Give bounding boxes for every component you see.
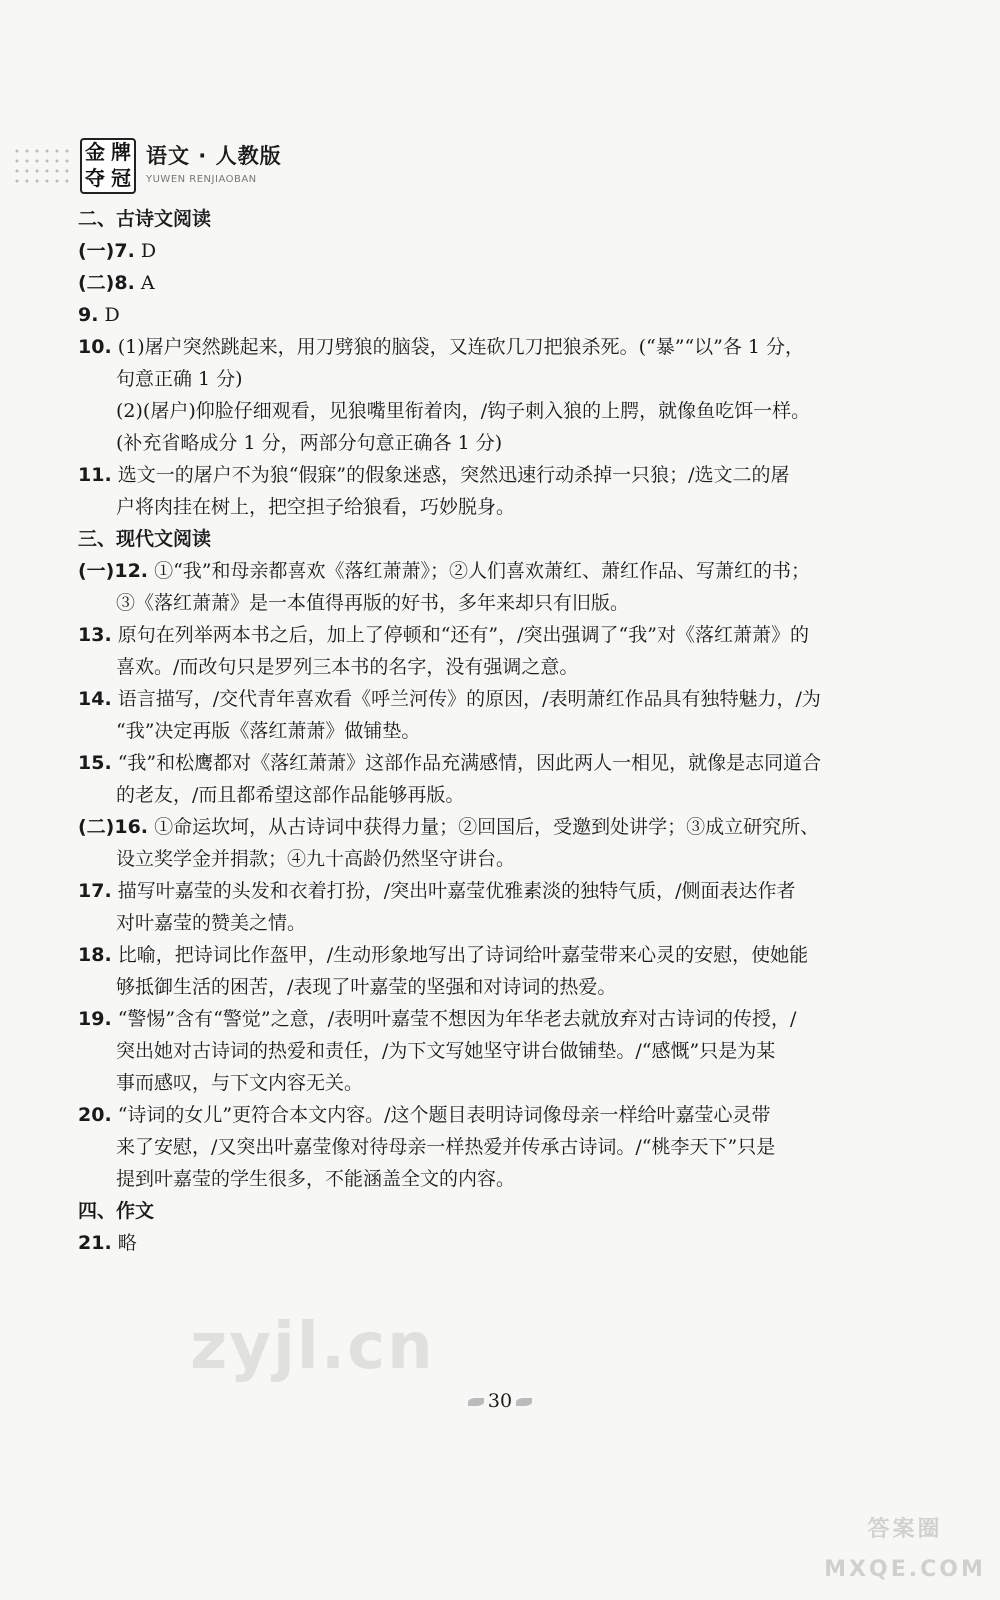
answer-text: 描写叶嘉莹的头发和衣着打扮，/突出叶嘉莹优雅素淡的独特气质，/侧面表达作者 bbox=[111, 880, 796, 902]
answer-text: 比喻，把诗词比作盔甲，/生动形象地写出了诗词给叶嘉莹带来心灵的安慰，使她能 bbox=[111, 944, 809, 966]
answer-text: “我”和松鹰都对《落红萧萧》这部作品充满感情，因此两人一相见，就像是志同道合 bbox=[111, 752, 822, 774]
answer-line bbox=[78, 748, 920, 780]
corner-watermark: 答案圈 MXQE.COM bbox=[824, 1517, 986, 1582]
answer-text: D bbox=[134, 240, 157, 262]
answer-line bbox=[78, 1100, 920, 1132]
answer-text: 略 bbox=[111, 1232, 137, 1254]
answer-continuation: (2)(屠户)仰脸仔细观看，见狼嘴里衔着肉，/钩子刺入狼的上腭，就像鱼吃饵一样。 bbox=[116, 400, 811, 422]
answer-continuation: 提到叶嘉莹的学生很多，不能涵盖全文的内容。 bbox=[116, 1168, 516, 1190]
question-number: 19. bbox=[78, 1008, 112, 1030]
answer-continuation: 的老友，/而且都希望这部作品能够再版。 bbox=[116, 784, 465, 806]
question-number: (一)12. bbox=[78, 560, 149, 582]
answer-continuation: (补充省略成分 1 分，两部分句意正确各 1 分) bbox=[116, 432, 503, 454]
answer-line bbox=[78, 940, 920, 972]
section-heading: 三、现代文阅读 bbox=[78, 528, 212, 550]
answer-line bbox=[78, 812, 920, 844]
question-number: 11. bbox=[78, 464, 112, 486]
answer-line bbox=[78, 300, 920, 332]
question-number: (二)16. bbox=[78, 816, 149, 838]
question-number: 14. bbox=[78, 688, 112, 710]
book-title: 语文 · 人教版 bbox=[146, 144, 282, 168]
question-number: (一)7. bbox=[78, 240, 135, 262]
answer-text: ①“我”和母亲都喜欢《落红萧萧》；②人们喜欢萧红、萧红作品、写萧红的书； bbox=[148, 560, 810, 582]
answer-line bbox=[78, 684, 920, 716]
question-number: 20. bbox=[78, 1104, 112, 1126]
logo-char: 牌 bbox=[111, 140, 131, 164]
question-number: 18. bbox=[78, 944, 112, 966]
answer-line bbox=[78, 1228, 920, 1260]
logo-char: 金 bbox=[85, 140, 105, 164]
question-number: 13. bbox=[78, 624, 112, 646]
answer-line bbox=[78, 876, 920, 908]
answer-continuation: 事而感叹，与下文内容无关。 bbox=[116, 1072, 364, 1094]
answer-line bbox=[78, 332, 920, 364]
answer-continuation: 句意正确 1 分) bbox=[116, 368, 243, 390]
answer-text: D bbox=[98, 304, 120, 326]
answer-continuation: 喜欢。/而改句只是罗列三本书的名字，没有强调之意。 bbox=[116, 656, 579, 678]
brand-logo bbox=[80, 138, 136, 194]
answer-line bbox=[78, 1004, 920, 1036]
question-number: 21. bbox=[78, 1232, 112, 1254]
answer-text: 原句在列举两本书之后，加上了停顿和“还有”，/突出强调了“我”对《落红萧萧》的 bbox=[111, 624, 809, 646]
decorative-dots bbox=[12, 146, 74, 186]
logo-char: 冠 bbox=[111, 166, 131, 190]
site-watermark: zyjl.cn bbox=[190, 1310, 435, 1384]
answer-text: 语言描写，/交代青年喜欢看《呼兰河传》的原因，/表明萧红作品具有独特魅力，/为 bbox=[111, 688, 821, 710]
page-footer bbox=[440, 1390, 560, 1412]
answer-line bbox=[78, 556, 920, 588]
answer-continuation: 对叶嘉莹的赞美之情。 bbox=[116, 912, 307, 934]
answer-text: A bbox=[134, 272, 155, 294]
section-heading: 二、古诗文阅读 bbox=[78, 208, 212, 230]
answer-text: (1)屠户突然跳起来，用刀劈狼的脑袋，又连砍几刀把狼杀死。(“暴”“以”各 1 分， bbox=[111, 336, 805, 358]
book-pinyin: YUWEN RENJIAOBAN bbox=[146, 174, 257, 185]
answer-continuation: 够抵御生活的困苦，/表现了叶嘉莹的坚强和对诗词的热爱。 bbox=[116, 976, 617, 998]
answer-line bbox=[78, 268, 920, 300]
question-number: (二)8. bbox=[78, 272, 135, 294]
answer-continuation: 户将肉挂在树上，把空担子给狼看，巧妙脱身。 bbox=[116, 496, 516, 518]
answer-continuation: “我”决定再版《落红萧萧》做铺垫。 bbox=[116, 720, 421, 742]
answer-line bbox=[78, 620, 920, 652]
page-header bbox=[12, 138, 312, 194]
answer-text: ①命运坎坷，从古诗词中获得力量；②回国后，受邀到处讲学；③成立研究所、 bbox=[148, 816, 820, 838]
answer-continuation: 设立奖学金并捐款；④九十高龄仍然坚守讲台。 bbox=[116, 848, 516, 870]
answer-continuation: ③《落红萧萧》是一本值得再版的好书，多年来却只有旧版。 bbox=[116, 592, 630, 614]
leaf-icon bbox=[468, 1398, 484, 1406]
answer-line bbox=[78, 236, 920, 268]
answer-continuation: 突出她对古诗词的热爱和责任，/为下文写她坚守讲台做铺垫。/“感慨”只是为某 bbox=[116, 1040, 776, 1062]
question-number: 9. bbox=[78, 304, 99, 326]
leaf-icon bbox=[516, 1398, 532, 1406]
answer-text: “警惕”含有“警觉”之意，/表明叶嘉莹不想因为年华老去就放弃对古诗词的传授，/ bbox=[111, 1008, 797, 1030]
question-number: 10. bbox=[78, 336, 112, 358]
answer-line bbox=[78, 460, 920, 492]
page-number: 30 bbox=[487, 1390, 513, 1412]
question-number: 15. bbox=[78, 752, 112, 774]
logo-char: 夺 bbox=[85, 166, 105, 190]
answer-text: “诗词的女儿”更符合本文内容。/这个题目表明诗词像母亲一样给叶嘉莹心灵带 bbox=[111, 1104, 771, 1126]
answer-content bbox=[78, 204, 920, 1260]
answer-text: 选文一的屠户不为狼“假寐”的假象迷惑，突然迅速行动杀掉一只狼；/选文二的屠 bbox=[111, 464, 790, 486]
section-heading: 四、作文 bbox=[78, 1200, 155, 1222]
answer-continuation: 来了安慰，/又突出叶嘉莹像对待母亲一样热爱并传承古诗词。/“桃李天下”只是 bbox=[116, 1136, 776, 1158]
question-number: 17. bbox=[78, 880, 112, 902]
